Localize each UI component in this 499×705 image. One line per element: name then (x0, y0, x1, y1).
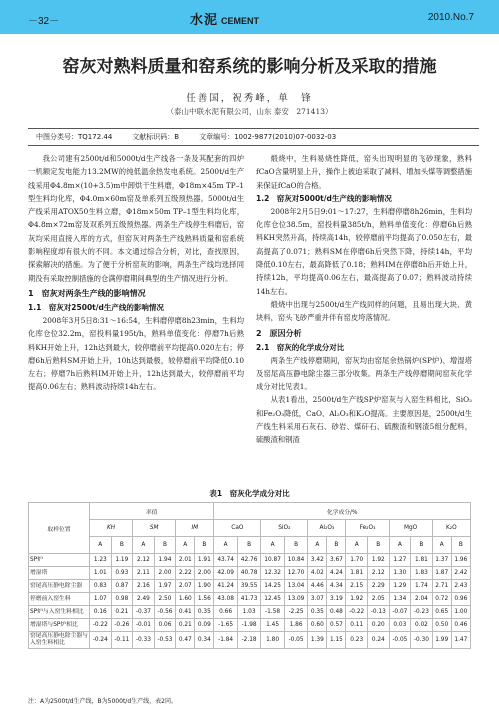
table-cell: 40.78 (237, 567, 260, 580)
line-label: A (308, 537, 327, 554)
table-cell: 0.03 (389, 619, 411, 632)
table-cell: -1.84 (214, 632, 237, 649)
line-label: A (214, 537, 237, 554)
table-cell: 1.74 (411, 580, 433, 593)
row-position: 停磨前入窑生料 (29, 593, 90, 606)
section-2-1-heading: 2.1 窑灰的化学成分对比 (256, 342, 345, 352)
table-cell: 0.06 (154, 619, 176, 632)
table-cell: -0.30 (411, 632, 433, 649)
table-cell: -0.07 (389, 606, 411, 619)
table-cell: 2.00 (195, 567, 214, 580)
line-label: A (261, 537, 284, 554)
table-cell: 2.12 (368, 567, 390, 580)
table-cell: 0.34 (195, 632, 214, 649)
table-cell: -0.11 (111, 632, 133, 649)
table-cell: 0.98 (111, 593, 133, 606)
table-cell: 41.73 (237, 593, 260, 606)
column-group-header: Fe₂O₃ (346, 520, 389, 537)
table-cell: 2.05 (368, 593, 390, 606)
table-cell: 0.21 (111, 606, 133, 619)
line-label: A (346, 537, 368, 554)
table-cell: 0.57 (327, 619, 346, 632)
table-row (29, 554, 471, 567)
table-cell: 1.90 (195, 580, 214, 593)
table-cell: 1.29 (389, 580, 411, 593)
table-cell: 0.60 (308, 619, 327, 632)
table-cell: 2.12 (133, 554, 155, 567)
row-position: 增湿塔 (29, 567, 90, 580)
table-cell: -0.01 (133, 619, 155, 632)
table-cell: -0.53 (154, 632, 176, 649)
table-cell: 1.70 (346, 554, 368, 567)
table-cell: 4.34 (327, 580, 346, 593)
table-cell: 2.22 (176, 567, 195, 580)
table-cell: -0.22 (90, 619, 112, 632)
line-label: A (389, 537, 411, 554)
table-cell: 1.92 (346, 593, 368, 606)
table-cell: 0.23 (346, 632, 368, 649)
journal-header (0, 0, 499, 34)
table-body (29, 554, 471, 649)
table-cell: 14.25 (261, 580, 284, 593)
table-cell: 1.15 (327, 632, 346, 649)
table-note: 注：A为2500t/d生产线，B为5000t/d生产线，表2同。 (28, 698, 177, 705)
table-cell: 0.46 (451, 619, 470, 632)
table-cell: 1.27 (389, 554, 411, 567)
table-cell: 1.94 (154, 554, 176, 567)
table-cell: -0.23 (411, 606, 433, 619)
row-position: SP炉与入窑生料相比 (29, 606, 90, 619)
table-cell: 42.09 (214, 567, 237, 580)
section-1-2-paragraph: 2008年2月5日9:01～17:27，生料磨停磨8h26min，生料均化库仓位38.5m，窑投料量385t/h，熟料单值变化：停磨6h后熟料KH突然升高，持续高14h，较停磨前平均提高了0.050左右，最高提高了0.071；熟料SM在停磨6h后突然下降，持续14h，平均降低0.10左右，最高降低了0.18；熟料IM在停磨8h后开始上升，持续12h，平均提高0.06左右，最高提高了0.07；熟料波动持续14h左右。 (256, 206, 472, 296)
article-number: 文章编号：1002-9877(2010)07-0032-03 (199, 133, 337, 141)
line-label: A (133, 537, 155, 554)
table-row (29, 593, 471, 606)
table-cell: 41.24 (214, 580, 237, 593)
line-label: B (237, 537, 260, 554)
table-cell: 1.97 (154, 580, 176, 593)
table-row (29, 619, 471, 632)
table-cell: 2.29 (368, 580, 390, 593)
ab-row (29, 537, 471, 554)
table-cell: -0.56 (154, 606, 176, 619)
section-1-2-heading: 1.2 窑灰对5000t/d生产线的影响情况 (256, 193, 392, 203)
article-authors: 任善国，祝秀峰，单 锋 (186, 93, 313, 104)
rate-header: 率值 (90, 503, 214, 520)
table-cell: 0.93 (111, 567, 133, 580)
line-label: B (111, 537, 133, 554)
table-cell: 1.91 (195, 554, 214, 567)
table-cell: 1.23 (90, 554, 112, 567)
column-group-row (29, 520, 471, 537)
table-cell: 2.01 (176, 554, 195, 567)
page-number: －32－ (28, 16, 60, 27)
table-cell: -0.05 (389, 632, 411, 649)
line-label: B (368, 537, 390, 554)
table-cell: -0.37 (133, 606, 155, 619)
table-cell: 4.46 (308, 580, 327, 593)
table-cell: 0.09 (195, 619, 214, 632)
table-cell: 1.47 (451, 632, 470, 649)
table-cell: 12.45 (261, 593, 284, 606)
table-cell: -2.18 (237, 632, 260, 649)
table-cell: 1.99 (432, 632, 451, 649)
right-column (256, 152, 472, 447)
table-cell: 1.92 (368, 554, 390, 567)
table-cell: 0.16 (90, 606, 112, 619)
row-position: 窑尾高压静电除尘器 (29, 580, 90, 593)
article-meta (28, 128, 479, 146)
table-cell: 4.02 (308, 567, 327, 580)
table-cell: -0.22 (346, 606, 368, 619)
issue-number: 2010.No.7 (427, 12, 474, 23)
position-header: 取样位置 (29, 503, 90, 554)
table-cell: 0.20 (368, 619, 390, 632)
left-column (28, 152, 244, 394)
table-cell: 1.01 (90, 567, 112, 580)
line-label: B (195, 537, 214, 554)
table-cell: 2.16 (133, 580, 155, 593)
table-cell: 1.34 (389, 593, 411, 606)
table-cell: 2.71 (432, 580, 451, 593)
row-position: 窑尾高压静电除尘器与入窑生料相比 (29, 632, 90, 649)
table-cell: 43.08 (214, 593, 237, 606)
section-2-heading: 2 原因分析 (256, 328, 302, 338)
table-cell: 1.07 (90, 593, 112, 606)
column-group-header: Al₂O₃ (308, 520, 346, 537)
table-cell: 12.32 (261, 567, 284, 580)
table-cell: 12.70 (284, 567, 307, 580)
table-cell: 1.19 (111, 554, 133, 567)
table-cell: 2.00 (154, 567, 176, 580)
section-1-1-paragraph: 2008年3月5日8:31～16:54，生料磨停磨8h23min，生料均化库仓位32.2m，窑投料量195t/h，熟料单值变化：停磨7h后熟料KH开始上升，12h达到最大，较停磨前平均提高0.020左右；停磨6h后熟料SM开始上升，10h达到最极，较停磨前平均降低0.10左右；停磨7h后熟料IM开始上升，12h达到最大，较停磨前平均提高0.06左右；熟料波动持续14h左右。 (28, 315, 244, 392)
table-cell: 0.50 (432, 619, 451, 632)
table-cell: 39.55 (237, 580, 260, 593)
table-cell: 0.35 (195, 606, 214, 619)
table-cell: 0.21 (176, 619, 195, 632)
column-group-header: MgO (389, 520, 432, 537)
line-label: B (451, 537, 470, 554)
table-cell: 4.24 (327, 567, 346, 580)
table-cell: 2.04 (411, 593, 433, 606)
line-label: B (154, 537, 176, 554)
table-cell: 0.87 (111, 580, 133, 593)
table-cell: 1.60 (176, 593, 195, 606)
table-cell: 1.81 (411, 554, 433, 567)
table-cell: 2.42 (451, 567, 470, 580)
section-2-1-paragraph: 两条生产线停磨期间，窑灰均由窑尾余热锅炉(SP炉)、增湿塔及窑尾高压静电除尘器三部分收集。两条生产线停磨期间窑灰化学成分对比见表1。 (256, 355, 472, 392)
journal-logo: 水泥 CEMENT (190, 12, 260, 27)
line-label: B (327, 537, 346, 554)
row-position: SP炉 (29, 554, 90, 567)
table-cell: 3.67 (327, 554, 346, 567)
table-cell: 1.56 (195, 593, 214, 606)
table-cell: 3.19 (327, 593, 346, 606)
table-cell: 2.07 (176, 580, 195, 593)
article-affiliation: （泰山中联水泥有限公司，山东 泰安 271413） (166, 107, 333, 116)
section-1-heading: 1 窑灰对两条生产线的影响情况 (28, 288, 146, 298)
chem-header: 化学成分/% (214, 503, 471, 520)
table-cell: 2.50 (154, 593, 176, 606)
table-cell: 2.49 (133, 593, 155, 606)
table-cell: -0.24 (90, 632, 112, 649)
table-cell: -1.65 (214, 619, 237, 632)
table-cell: 1.81 (346, 567, 368, 580)
table-cell: 10.87 (261, 554, 284, 567)
table-row (29, 580, 471, 593)
table-row (29, 567, 471, 580)
table-caption: 表1 窑灰化学成分对比 (209, 489, 290, 498)
line-label: A (432, 537, 451, 554)
line-label: B (411, 537, 433, 554)
chemical-composition-table (28, 502, 471, 649)
table-cell: 1.80 (261, 632, 284, 649)
column-group-header: SiO₂ (261, 520, 308, 537)
table-row (29, 606, 471, 619)
table-cell: 10.84 (284, 554, 307, 567)
table-cell: 1.39 (308, 632, 327, 649)
table-cell: -2.25 (284, 606, 307, 619)
intro-paragraph: 我公司建有2500t/d和5000t/d生产线各一条及其配套的四炉一机额定发电能力13.2MW的纯低温余热发电系统。2500t/d生产线采用Φ4.8m×(10+3.5)m中卸烘干生料磨，Φ18m×45m TP–1型生料均化库，Φ4.0m×60m窑及单系列五级预热器。5000t/d生产线采用ATOX50生料立磨，Φ18m×50m TP–1型生料均化库，Φ4.8m×72m窑及双系列五级预热器。两条生产线停生料磨后，窑灰均采用直接入库的方式，但窑灰对两条生产线熟料质量和窑系统影响程度却有很大的不同。本文通过综合分析，对比，查找原因，探索解决的措施。为了便于分析窑灰的影响，两条生产线均选择同期没有采取控制措施的仓满停磨期间典型的生产情况进行分析。 (28, 154, 244, 283)
column-group-header: K₂O (432, 520, 470, 537)
table-cell: 1.96 (451, 554, 470, 567)
table-cell: 0.72 (432, 593, 451, 606)
table-cell: 0.47 (176, 632, 195, 649)
continued-paragraph: 煅烧中，生料易烧性降低，窑头出现明显的飞砂现象，熟料fCaO含量明显上升，操作上被迫采取了减料、增加头煤等调整措施来保证fCaO的合格。 (256, 154, 472, 190)
table-cell: 0.65 (432, 606, 451, 619)
table-cell: 0.02 (411, 619, 433, 632)
table-cell: 0.66 (214, 606, 237, 619)
column-group-header: CaO (214, 520, 261, 537)
table-cell: 1.83 (411, 567, 433, 580)
line-label: A (176, 537, 195, 554)
table-cell: -0.05 (284, 632, 307, 649)
table-cell: 2.43 (451, 580, 470, 593)
section-1-1-heading: 1.1 窑灰对2500t/d生产线的影响情况 (28, 302, 164, 312)
row-position: 增湿塔与SP炉相比 (29, 619, 90, 632)
table-cell: -0.33 (133, 632, 155, 649)
clc-number: 中图分类号：TQ172.44 (36, 133, 113, 141)
table-cell: 0.41 (176, 606, 195, 619)
table-cell: -1.58 (261, 606, 284, 619)
table-cell: 0.96 (451, 593, 470, 606)
document-code: 文献标识码：B (132, 133, 180, 141)
table-cell: -0.26 (111, 619, 133, 632)
table-cell: 2.11 (133, 567, 155, 580)
table-cell: 0.83 (90, 580, 112, 593)
table-cell: 1.87 (432, 567, 451, 580)
table-cell: 3.42 (308, 554, 327, 567)
table-cell: 13.04 (284, 580, 307, 593)
table-cell: 42.76 (237, 554, 260, 567)
table-cell: 1.45 (261, 619, 284, 632)
table-cell: 0.24 (368, 632, 390, 649)
section-1-2-paragraph-2: 煅烧中出现与2500t/d生产线同样的问题，且易出现大块、黄块料，窑头飞砂严重并伴有窑皮垮落情况。 (256, 299, 472, 323)
table-cell: 1.00 (451, 606, 470, 619)
table-cell: -0.13 (368, 606, 390, 619)
line-label: A (90, 537, 112, 554)
table-cell: 0.35 (308, 606, 327, 619)
table-cell: 1.03 (237, 606, 260, 619)
line-label: B (284, 537, 307, 554)
table-cell: 2.15 (346, 580, 368, 593)
table-cell: -1.98 (237, 619, 260, 632)
table-row (29, 632, 471, 649)
table-cell: 1.37 (432, 554, 451, 567)
table-cell: 0.48 (327, 606, 346, 619)
table-cell: 3.07 (308, 593, 327, 606)
article-title: 窑灰对熟料质量和窑系统的影响分析及采取的措施 (62, 57, 437, 77)
table-cell: 1.30 (389, 567, 411, 580)
table-cell: 43.74 (214, 554, 237, 567)
column-group-header: SM (133, 520, 176, 537)
table-cell: 13.09 (284, 593, 307, 606)
table-cell: 0.11 (346, 619, 368, 632)
table-cell: 1.86 (284, 619, 307, 632)
column-group-header: IM (176, 520, 214, 537)
column-group-header: KH (90, 520, 133, 537)
section-2-1-paragraph-2: 从表1看出，2500t/d生产线SP炉窑灰与入窑生料相比，SiO₂和Fe₂O₃降低，CaO、Al₂O₃和K₂O提高。主要原因是，2500t/d生产线生料采用石灰石、砂岩、煤矸石、硫酸渣和钢渣5组分配料，硫酸渣和钢渣 (256, 395, 472, 445)
